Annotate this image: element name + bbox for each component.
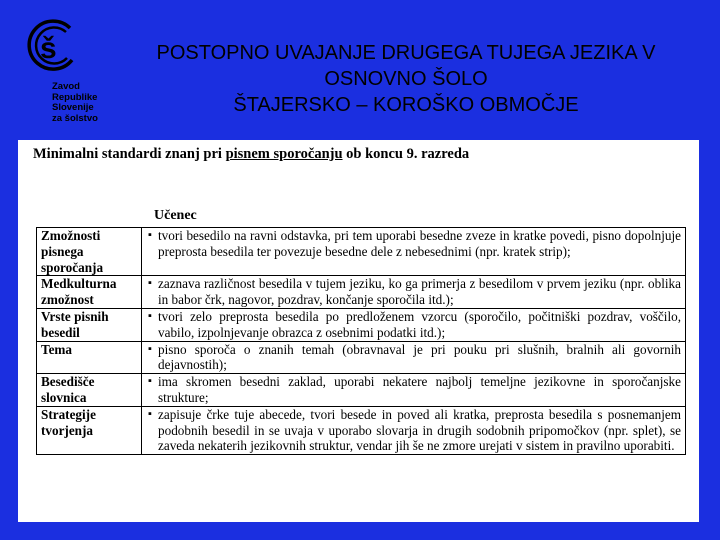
heading-underlined-text: pisnem sporočanju bbox=[225, 146, 343, 162]
row-label: Besedišče slovnica bbox=[37, 374, 142, 407]
row-label: Strategije tvorjenja bbox=[37, 406, 142, 454]
logo-line: za šolstvo bbox=[52, 112, 98, 124]
row-text: tvori zelo preprosta besedila po predloženem vzorcu (sporočilo, počitniški pozdrav, voščilo, vabilo, izpolnjevanje obrazca z osebnimi podatki itd.); bbox=[158, 308, 681, 340]
row-text: ima skromen besedni zaklad, uporabi nekatere najbolj temeljne jezikovne in sporočanjske strukture; bbox=[158, 374, 681, 405]
table-row bbox=[37, 276, 686, 309]
row-description bbox=[142, 308, 686, 341]
document-heading bbox=[33, 146, 469, 163]
row-text: tvori besedilo na ravni odstavka, pri tem uporabi besedne zveze in kratke povedi, pisno dopolnjuje preprosta besedila ter povezuje besedne dele z nebesednimi (npr. kratek strip); bbox=[158, 228, 681, 259]
bullet-icon: ▪ bbox=[148, 407, 152, 420]
row-description bbox=[142, 406, 686, 454]
row-text: zaznava različnost besedila v tujem jeziku, ko ga primerja z besedilom v prvem jeziku (npr. oblika in babor črk, nagovor, pozdrav, končanje sporočila itd.); bbox=[158, 276, 681, 308]
bullet-icon: ▪ bbox=[148, 229, 152, 241]
row-description bbox=[142, 276, 686, 309]
row-text: zapisuje črke tuje abecede, tvori besede in poved ali kratka, preprosta besedila s posnemanjem podobnih besedil in se uvaja v uporabo slovarja in drugih sodobnih pripomočkov (npr. splet), se zaveda nekaterih jezikovnih struktur, vendar jih še ne zmore urejati v sistem in pravilno uporabiti. bbox=[158, 406, 681, 454]
row-description bbox=[142, 228, 686, 276]
row-description bbox=[142, 341, 686, 374]
standards-document bbox=[18, 140, 699, 522]
slide-title-line: POSTOPNO UVAJANJE DRUGEGA TUJEGA JEZIKA V bbox=[156, 42, 656, 64]
slide-title-line: ŠTAJERSKO – KOROŠKO OBMOČJE bbox=[233, 94, 579, 116]
bullet-icon: ▪ bbox=[148, 277, 152, 290]
logo-line: Zavod bbox=[52, 81, 80, 92]
slide-title-line: OSNOVNO ŠOLO bbox=[324, 68, 488, 90]
heading-text: ob koncu 9. razreda bbox=[342, 146, 470, 162]
logo-line: Slovenije bbox=[52, 102, 94, 113]
standards-table bbox=[36, 227, 686, 455]
row-text: pisno sporoča o znanih temah (obravnaval je pri pouku pri slušnih, bralnih ali govornih dejavnostih); bbox=[158, 341, 681, 373]
table-row bbox=[37, 228, 686, 276]
table-header: Učenec bbox=[154, 208, 197, 223]
heading-text: Minimalni standardi znanj pri bbox=[33, 146, 226, 162]
table-row bbox=[37, 374, 686, 407]
table-row bbox=[37, 308, 686, 341]
row-label: Zmožnosti pisnega sporočanja bbox=[37, 228, 142, 276]
bullet-icon: ▪ bbox=[148, 309, 152, 322]
table-row bbox=[37, 406, 686, 454]
svg-text:š: š bbox=[40, 32, 57, 65]
row-label: Medkulturna zmožnost bbox=[37, 276, 142, 309]
row-label: Tema bbox=[37, 341, 142, 374]
bullet-icon: ▪ bbox=[148, 375, 152, 388]
row-label: Vrste pisnih besedil bbox=[37, 308, 142, 341]
slide-title bbox=[100, 40, 712, 118]
zrss-s-logo-icon bbox=[22, 18, 82, 78]
bullet-icon: ▪ bbox=[148, 342, 152, 355]
row-description bbox=[142, 374, 686, 407]
table-row bbox=[37, 341, 686, 374]
logo-line: Republike bbox=[52, 91, 98, 103]
